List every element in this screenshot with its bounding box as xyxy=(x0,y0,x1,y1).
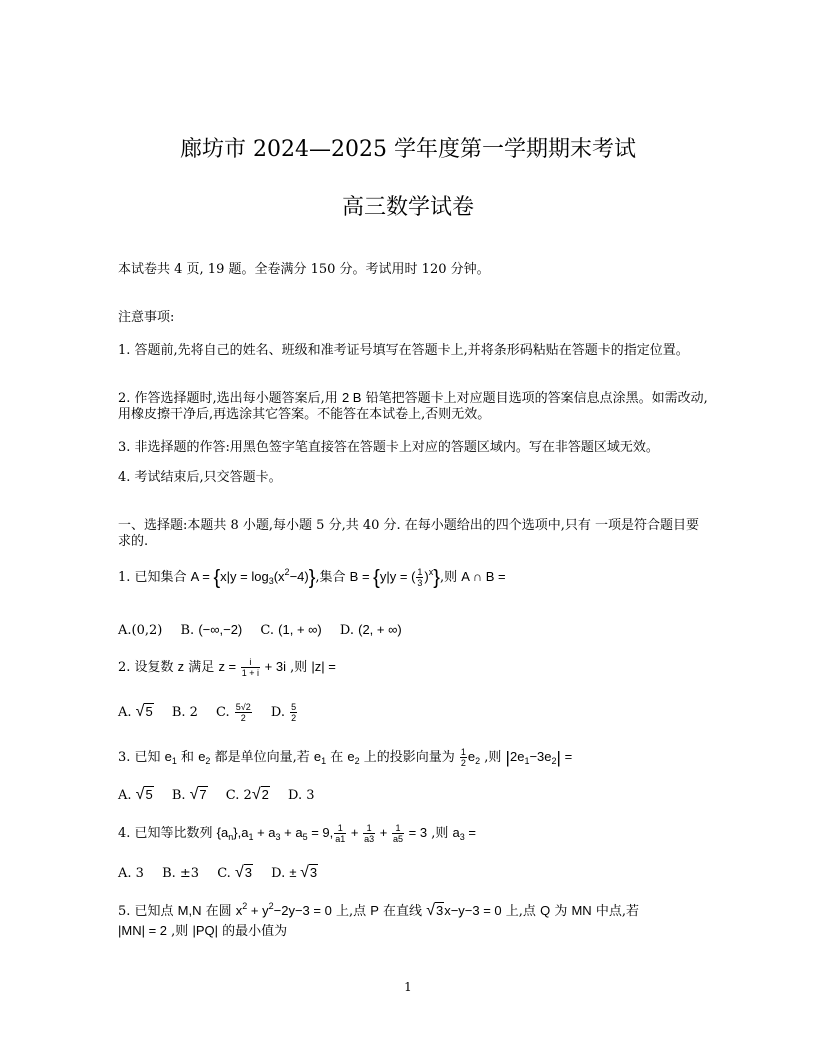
question-3-options: A. √5 B. √7 C. 2√2 D. 3 xyxy=(118,786,315,803)
note-1: 1. 答题前,先将自己的姓名、班级和准考证号填写在答题卡上,并将条形码粘贴在答题卡的指定位置。 xyxy=(118,343,689,358)
question-5: 5. 已知点 M,N 在圆 $x^2 + y^2-2y-3 = 0$ 上,点 P 在直线 √3x−y−3 = 0 上,点 Q 为 MN 中点,若 xyxy=(118,901,639,919)
question-4-options: A. 3 B. ±3 C. √3 D. ± √3 xyxy=(118,864,318,881)
question-3: 3. 已知 $e_1$ 和 $e_2$ 都是单位向量,若 $e_1$ 在 $e_2$ 上的投影向量为 $\frac{1}{2}$ $e_2$ ,则 $|2e_1-3e_2|$ = xyxy=(118,747,573,768)
exam-subtitle: 高三数学试卷 xyxy=(341,195,474,220)
question-2-options: A. √5 B. 2 C. $\frac{5√2}{2}$ D. $\frac{5}{2}$ xyxy=(118,702,297,723)
question-4: 4. 已知等比数列 $\{a_n\},a_1 + a_3 + a_5 = 9$, $\frac{1}{a1}$ + $\frac{1}{a3}$ + $\frac{1}{a5}$ = 3 ,则 $a_3$ = xyxy=(118,823,476,844)
note-3: 3. 非选择题的作答:用黑色签字笔直接答在答题卡上对应的答题区域内。写在非答题区域无效。 xyxy=(118,440,659,455)
notes-heading: 注意事项: xyxy=(118,310,175,325)
intro-text: 本试卷共 4 页, 19 题。全卷满分 150 分。考试用时 120 分钟。 xyxy=(118,262,490,277)
exam-title: 廊坊市 2024—2025 学年度第一学期期末考试 xyxy=(180,137,636,162)
question-1: 1. 已知集合 $A = \{x|y = \log_3(x^2-4)\}$,集合 B = {y|y = ( $\frac{1}{3}$ )$^x$},则 A ∩ B = xyxy=(118,567,506,589)
question-2: 2. 设复数 z 满足 z = $\frac{i}{1 + i}$ + 3i ,则 |z| = xyxy=(118,657,336,678)
question-5-line-2: |MN| = 2 ,则 |PQ| 的最小值为 xyxy=(118,923,288,939)
section-1-heading: 一、选择题:本题共 8 小题,每小题 5 分,共 40 分. 在每小题给出的四个选项中,只有 一项是符合题目要求的. xyxy=(118,518,700,549)
question-1-options: A.(0,2) B. (−∞,−2) C. (1, + ∞) D. (2, + ∞) xyxy=(118,622,402,638)
note-4: 4. 考试结束后,只交答题卡。 xyxy=(118,470,282,485)
page-number: 1 xyxy=(404,980,412,994)
note-2: 2. 作答选择题时,选出每小题答案后,用 2 B 铅笔把答题卡上对应题目选项的答案信息点涂黑。如需改动,用橡皮擦干净后,再选涂其它答案。不能答在本试卷上,否则无效。 xyxy=(118,390,708,422)
